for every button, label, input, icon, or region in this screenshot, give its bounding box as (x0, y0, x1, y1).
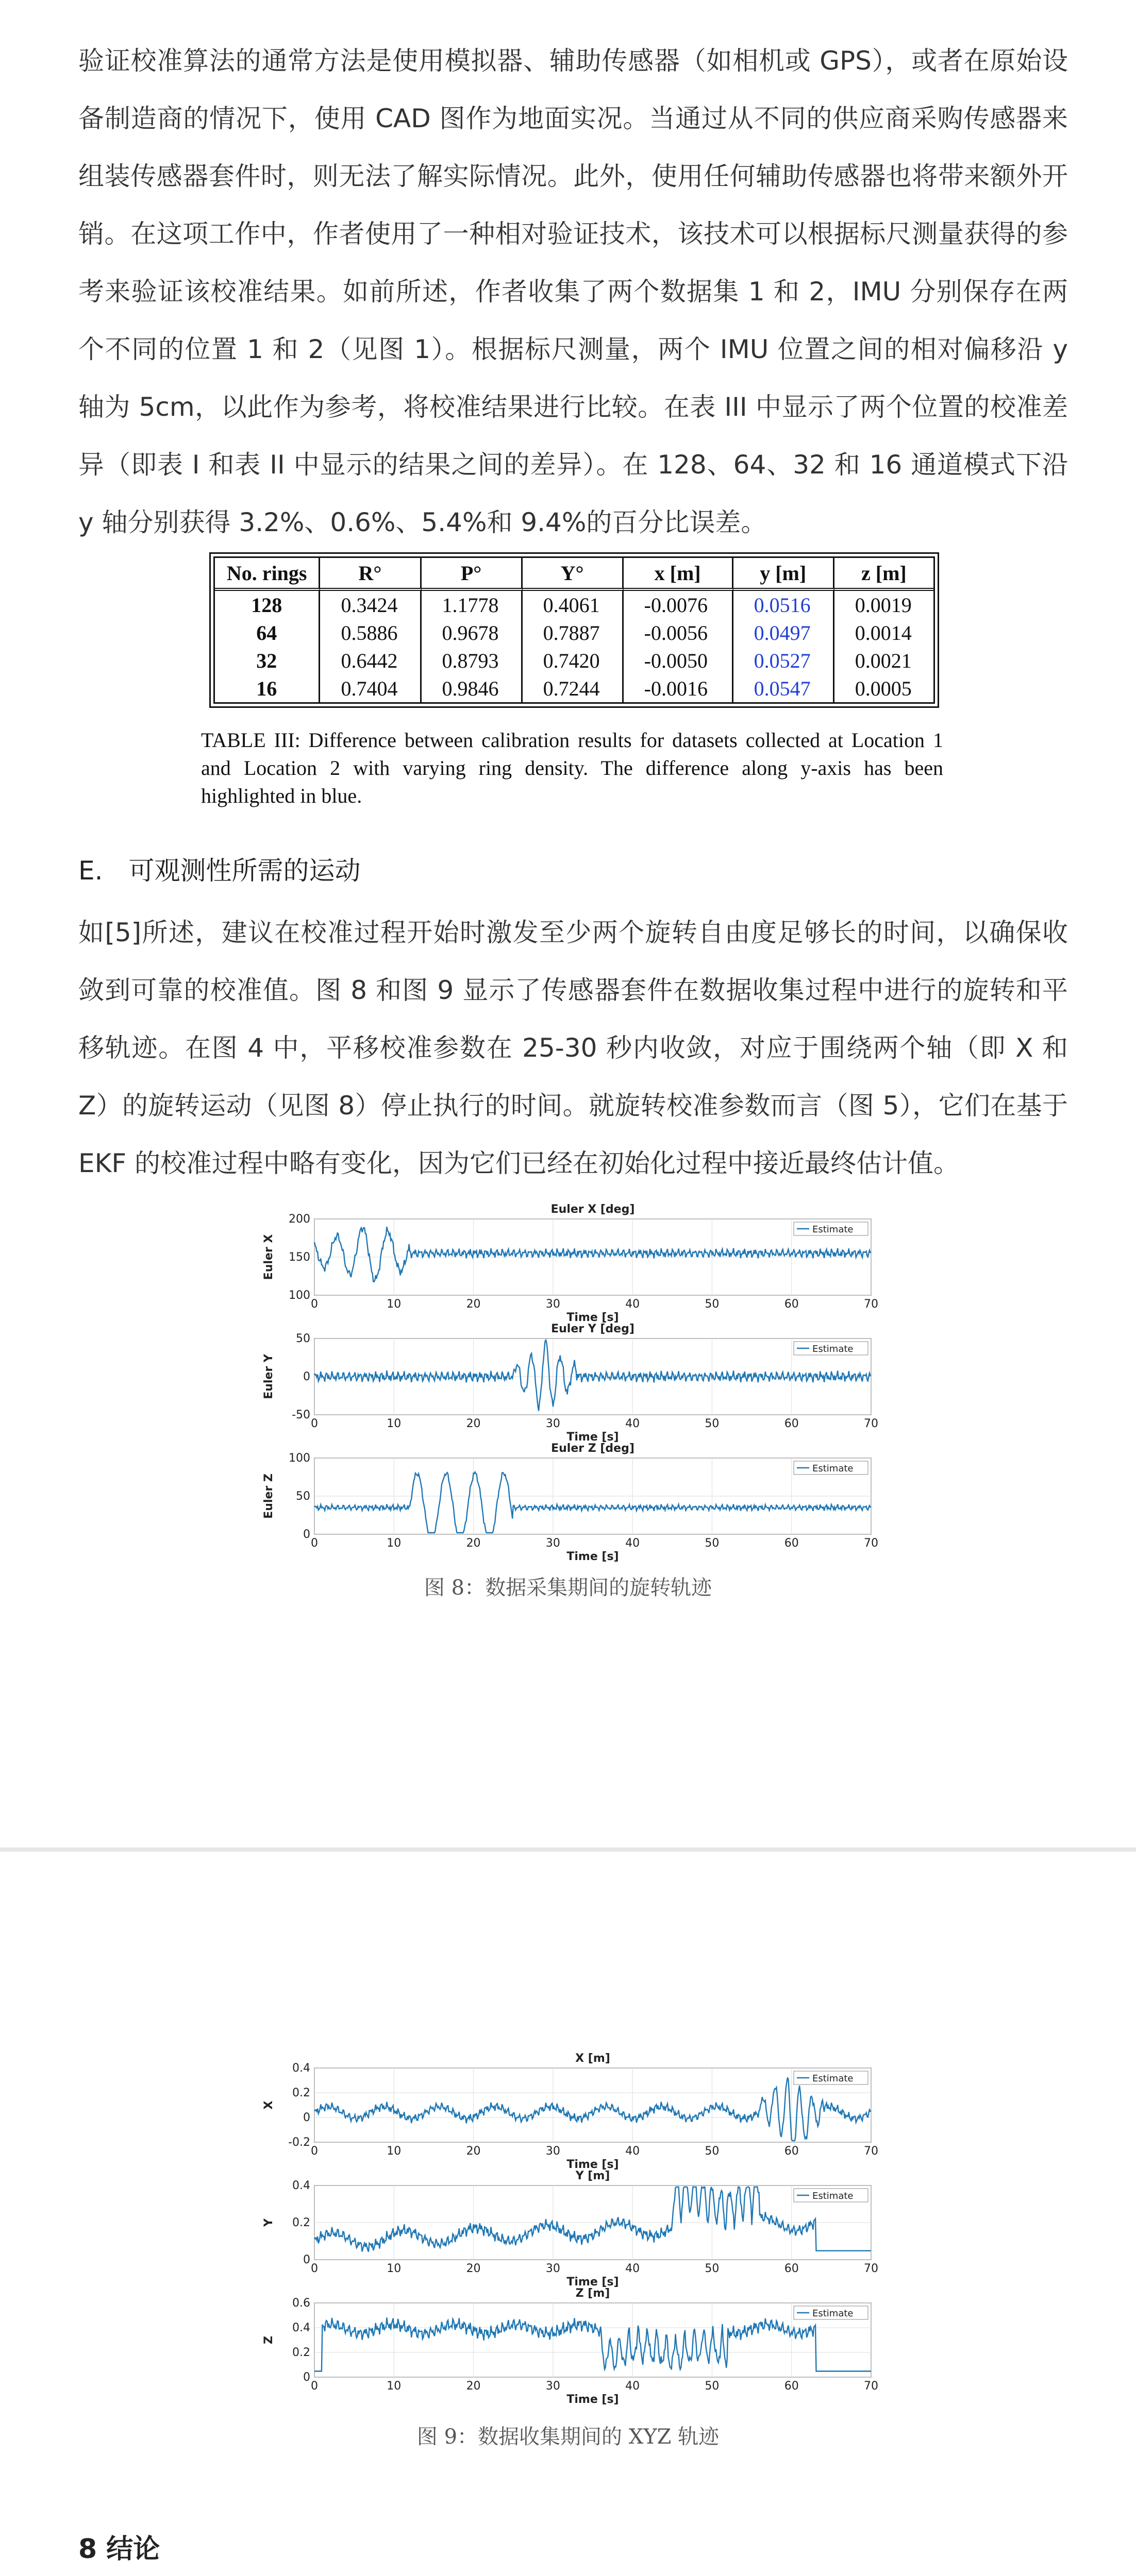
table-cell: 0.0019 (855, 593, 912, 617)
y-tick-label: 0.6 (292, 2297, 310, 2310)
x-tick-label: 70 (864, 1537, 878, 1550)
table-cell: 16 (215, 674, 320, 702)
table-cell: -0.0076 (624, 591, 733, 619)
figure-8-rotation-trajectory (258, 1195, 897, 1563)
x-tick-label: 0 (311, 1537, 318, 1550)
plot-panel (262, 1203, 878, 1324)
x-tick-label: 30 (545, 1298, 560, 1311)
legend-label: Estimate (812, 2191, 854, 2201)
y-tick-label: 0.4 (292, 2321, 310, 2334)
x-tick-label: 60 (784, 2145, 799, 2158)
table-cell: 0.6442 (320, 647, 421, 674)
x-tick-label: 30 (545, 1417, 560, 1430)
table-cell: 1.1778 (422, 591, 523, 619)
x-tick-label: 40 (625, 1298, 640, 1311)
col-header: x [m] (624, 558, 733, 591)
x-tick-label: 70 (864, 2380, 878, 2393)
y-tick-label: 0.4 (292, 2062, 310, 2075)
x-tick-label: 50 (705, 1298, 720, 1311)
x-tick-label: 30 (545, 1537, 560, 1550)
table-cell: 0.0021 (855, 649, 912, 672)
y-axis-label: Euler X (262, 1234, 275, 1280)
legend-label: Estimate (812, 2073, 854, 2084)
y-tick-label: 0 (303, 2111, 310, 2124)
table-row (215, 619, 933, 647)
table-cell-highlight: 0.0497 (733, 619, 834, 647)
x-tick-label: 60 (784, 1537, 799, 1550)
y-axis-label: Y (262, 2218, 275, 2227)
conclusion-heading: 8 结论 (78, 2534, 160, 2565)
table-cell: 0.7404 (320, 674, 421, 702)
x-tick-label: 20 (466, 2262, 481, 2275)
intro-paragraph: 验证校准算法的通常方法是使用模拟器、辅助传感器（如相机或 GPS），或者在原始设备制造商的情况下，使用 CAD 图作为地面实况。当通过从不同的供应商采购传感器来组装传感器套件时，则无法了解实际情况。此外，使用任何辅助传感器也将带来额外开销。在这项工作中，作者使用了一种相对验证技术，该技术可以根据标尺测量获得的参考来验证该校准结果。如前所述，作者收集了两个数据集 1 和 2，IMU 分别保存在两个不同的位置 1 和 2（见图 1）。根据标尺测量，两个 IMU 位置之间的相对偏移沿 y 轴为 5cm，以此作为参考，将校准结果进行比较。在表 III 中显示了两个位置的校准差异（即表 I 和表 II 中显示的结果之间的差异）。在 128、64、32 和 16 通道模式下沿 y 轴分别获得 3.2%、0.6%、5.4%和 9.4%的百分比误差。 (78, 46, 1068, 537)
x-tick-label: 10 (387, 1298, 402, 1311)
col-header: R° (320, 558, 421, 591)
y-tick-label: 200 (289, 1213, 310, 1226)
figure-9-svg (258, 2044, 897, 2406)
figure-9-caption: 图 9：数据收集期间的 XYZ 轨迹 (416, 2425, 720, 2449)
table-cell-highlight: 0.0527 (733, 647, 834, 674)
legend-label: Estimate (812, 1224, 854, 1235)
x-tick-label: 60 (784, 2380, 799, 2393)
y-tick-label: 50 (296, 1332, 310, 1345)
x-tick-label: 70 (864, 1298, 878, 1311)
section-e-heading: E. 可观测性所需的运动 (78, 856, 361, 886)
plot-panel (262, 1442, 878, 1563)
x-tick-label: 50 (705, 2262, 720, 2275)
y-axis-label: Euler Y (262, 1354, 275, 1399)
x-axis-label: Time [s] (566, 2158, 619, 2171)
plot-panel (262, 2052, 878, 2171)
col-header: z [m] (834, 558, 933, 591)
plot-panel (262, 1323, 878, 1444)
x-axis-label: Time [s] (566, 2276, 619, 2289)
table-cell: 0.9846 (422, 674, 523, 702)
section-e-paragraph: 如[5]所述，建议在校准过程开始时激发至少两个旋转自由度足够长的时间，以确保收敛到可靠的校准值。图 8 和图 9 显示了传感器套件在数据收集过程中进行的旋转和平移轨迹。在图 4 中，平移校准参数在 25-30 秒内收敛，对应于围绕两个轴（即 X 和 Z）的旋转运动（见图 8）停止执行的时间。就旋转校准参数而言（图 5），它们在基于 EKF 的校准过程中略有变化，因为它们已经在初始化过程中接近最终估计值。 (78, 918, 1068, 1178)
panel-title: Y [m] (575, 2170, 610, 2182)
x-tick-label: 50 (705, 2145, 720, 2158)
y-tick-label: 50 (296, 1490, 310, 1503)
x-tick-label: 20 (466, 2145, 481, 2158)
table-cell: 0.3424 (320, 591, 421, 619)
legend-label: Estimate (812, 1344, 854, 1354)
plot-axes-box (314, 2303, 871, 2377)
legend-label: Estimate (812, 2308, 854, 2319)
table-cell: -0.0016 (624, 674, 733, 702)
x-tick-label: 40 (625, 2145, 640, 2158)
page-divider (0, 1848, 1136, 1852)
table-row (215, 647, 933, 674)
y-tick-label: 100 (289, 1452, 310, 1465)
table-cell: 0.7244 (523, 674, 624, 702)
table-header-row (215, 558, 933, 591)
panel-title: Euler X [deg] (550, 1203, 635, 1216)
table-cell: 0.0005 (855, 676, 912, 700)
table-cell: -0.0056 (624, 619, 733, 647)
y-tick-label: 0.2 (292, 2087, 310, 2099)
table-cell: 0.5886 (320, 619, 421, 647)
x-tick-label: 10 (387, 1537, 402, 1550)
table-row (215, 591, 933, 619)
figure-8-svg (258, 1195, 897, 1563)
x-tick-label: 20 (466, 1417, 481, 1430)
x-tick-label: 20 (466, 1298, 481, 1311)
y-tick-label: -50 (292, 1409, 310, 1421)
x-tick-label: 70 (864, 1417, 878, 1430)
table-cell: 128 (215, 591, 320, 619)
table-cell: -0.0050 (624, 647, 733, 674)
x-tick-label: 40 (625, 1537, 640, 1550)
table-cell: 32 (215, 647, 320, 674)
figure-8-caption: 图 8：数据采集期间的旋转轨迹 (424, 1576, 712, 1600)
col-header: y [m] (733, 558, 834, 591)
col-header: No. rings (215, 558, 320, 591)
table-row (215, 674, 933, 702)
x-axis-label: Time [s] (566, 2393, 619, 2406)
y-tick-label: 100 (289, 1289, 310, 1302)
x-tick-label: 60 (784, 1298, 799, 1311)
x-axis-label: Time [s] (566, 1431, 619, 1444)
table-cell: 0.7420 (523, 647, 624, 674)
x-tick-label: 50 (705, 1537, 720, 1550)
x-tick-label: 50 (705, 2380, 720, 2393)
y-axis-label: Euler Z (262, 1473, 275, 1519)
table-cell: 0.0014 (855, 621, 912, 645)
x-tick-label: 30 (545, 2145, 560, 2158)
x-tick-label: 40 (625, 2380, 640, 2393)
x-tick-label: 60 (784, 2262, 799, 2275)
legend-label: Estimate (812, 1463, 854, 1474)
x-tick-label: 10 (387, 2145, 402, 2158)
y-tick-label: 0 (303, 2253, 310, 2266)
x-tick-label: 0 (311, 1417, 318, 1430)
x-tick-label: 50 (705, 1417, 720, 1430)
x-tick-label: 30 (545, 2262, 560, 2275)
table-cell: 0.8793 (422, 647, 523, 674)
col-header: Y° (523, 558, 624, 591)
x-tick-label: 60 (784, 1417, 799, 1430)
y-tick-label: -0.2 (288, 2136, 310, 2149)
table-cell-highlight: 0.0516 (733, 591, 834, 619)
x-tick-label: 10 (387, 2262, 402, 2275)
table-cell: 64 (215, 619, 320, 647)
figure-9-xyz-trajectory (258, 2044, 897, 2406)
panel-title: X [m] (575, 2052, 610, 2065)
panel-title: Z [m] (575, 2287, 610, 2300)
x-tick-label: 10 (387, 1417, 402, 1430)
x-tick-label: 70 (864, 2145, 878, 2158)
y-axis-label: Z (262, 2336, 275, 2344)
table-cell-highlight: 0.0547 (733, 674, 834, 702)
x-tick-label: 40 (625, 2262, 640, 2275)
panel-title: Euler Y [deg] (551, 1323, 634, 1335)
y-tick-label: 0.2 (292, 2346, 310, 2359)
x-tick-label: 20 (466, 1537, 481, 1550)
table-caption: TABLE III: Difference between calibration results for datasets collected at Location 1 and Location 2 with varying ring density. The difference along y-axis has been highlighted in blue. (201, 728, 943, 807)
y-tick-label: 0.2 (292, 2216, 310, 2229)
x-tick-label: 30 (545, 2380, 560, 2393)
panel-title: Euler Z [deg] (551, 1442, 634, 1455)
y-tick-label: 0 (303, 1528, 310, 1541)
table-cell: 0.4061 (523, 591, 624, 619)
x-axis-label: Time [s] (566, 1550, 619, 1563)
plot-panel (262, 2287, 878, 2406)
x-tick-label: 40 (625, 1417, 640, 1430)
y-tick-label: 0 (303, 2371, 310, 2384)
x-tick-label: 0 (311, 2380, 318, 2393)
x-tick-label: 10 (387, 2380, 402, 2393)
x-tick-label: 0 (311, 2145, 318, 2158)
x-axis-label: Time [s] (566, 1311, 619, 1324)
x-tick-label: 0 (311, 2262, 318, 2275)
table-cell: 0.9678 (422, 619, 523, 647)
conclusion-paragraph (78, 2573, 1068, 2576)
y-tick-label: 0 (303, 1370, 310, 1383)
y-tick-label: 0.4 (292, 2179, 310, 2192)
calibration-difference-table (213, 556, 935, 704)
x-tick-label: 20 (466, 2380, 481, 2393)
table-cell: 0.7887 (523, 619, 624, 647)
y-tick-label: 150 (289, 1251, 310, 1264)
y-axis-label: X (262, 2100, 275, 2110)
plot-panel (262, 2170, 878, 2289)
x-tick-label: 70 (864, 2262, 878, 2275)
col-header: P° (422, 558, 523, 591)
x-tick-label: 0 (311, 1298, 318, 1311)
